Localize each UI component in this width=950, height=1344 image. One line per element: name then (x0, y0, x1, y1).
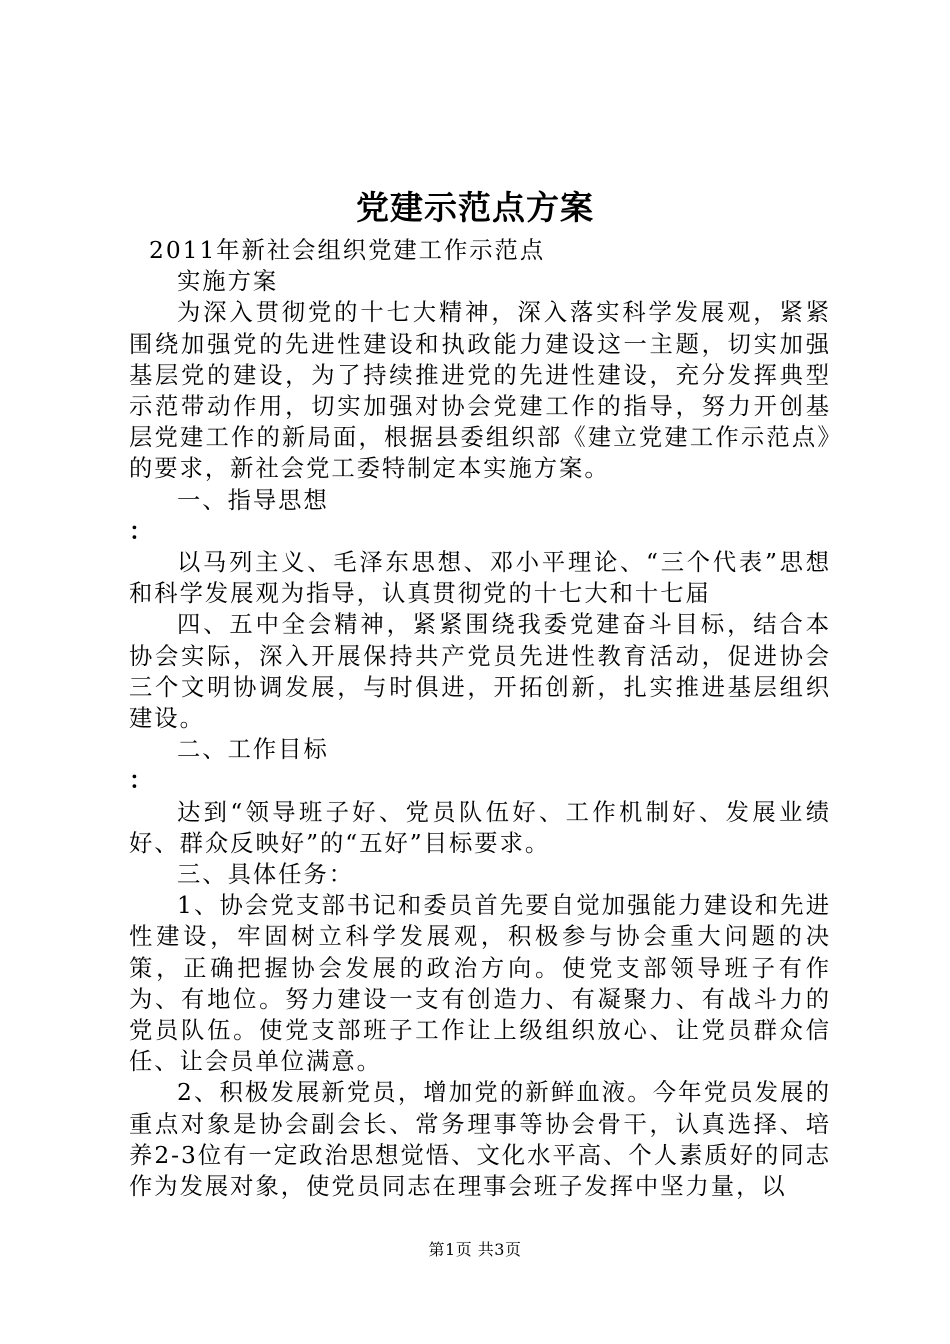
page-footer: 第1页 共3页 (428, 1240, 522, 1259)
document-title: 党建示范点方案 (356, 188, 594, 227)
guiding-ideology-paragraph-1: 以马列主义、毛泽东思想、邓小平理论、“三个代表”思想和科学发展观为指导，认真贯彻党的十七大和十七届 (129, 549, 831, 608)
section-heading-work-goals: 二、工作目标 (177, 736, 329, 764)
task-paragraph-1: 1、协会党支部书记和委员首先要自觉加强能力建设和先进性建设，牢固树立科学发展观，积极参与协会重大问题的决策，正确把握协会发展的政治方向。使党支部领导班子有作为、有地位。努力建设一支有创造力、有凝聚力、有战斗力的党员队伍。使党支部班子工作让上级组织放心、让党员群众信任、让会员单位满意。 (129, 892, 831, 1076)
section-heading-specific-tasks: 三、具体任务： (177, 861, 355, 889)
subtitle-line-2: 实施方案 (177, 268, 279, 296)
subtitle-line-1: 2011年新社会组织党建工作示范点 (149, 237, 546, 264)
task-paragraph-2: 2、积极发展新党员，增加党的新鲜血液。今年党员发展的重点对象是协会副会长、常务理事等协会骨干，认真选择、培养2-3位有一定政治思想觉悟、文化水平高、个人素质好的同志作为发展对象，使党员同志在理事会班子发挥中坚力量，以 (129, 1079, 831, 1201)
section-colon: ： (129, 767, 155, 795)
document-body (129, 235, 831, 1202)
guiding-ideology-paragraph-2: 四、五中全会精神，紧紧围绕我委党建奋斗目标，结合本协会实际，深入开展保持共产党员先进性教育活动，促进协会三个文明协调发展，与时俱进，开拓创新，扎实推进基层组织建设。 (129, 611, 831, 733)
work-goals-paragraph: 达到“领导班子好、党员队伍好、工作机制好、发展业绩好、群众反映好”的“五好”目标要求。 (129, 798, 831, 857)
section-heading-guiding-ideology: 一、指导思想 (177, 486, 329, 514)
section-colon: ： (129, 517, 155, 545)
intro-paragraph: 为深入贯彻党的十七大精神，深入落实科学发展观，紧紧围绕加强党的先进性建设和执政能力建设这一主题，切实加强基层党的建设，为了持续推进党的先进性建设，充分发挥典型示范带动作用，切实加强对协会党建工作的指导，努力开创基层党建工作的新局面，根据县委组织部《建立党建工作示范点》的要求，新社会党工委特制定本实施方案。 (129, 299, 831, 483)
